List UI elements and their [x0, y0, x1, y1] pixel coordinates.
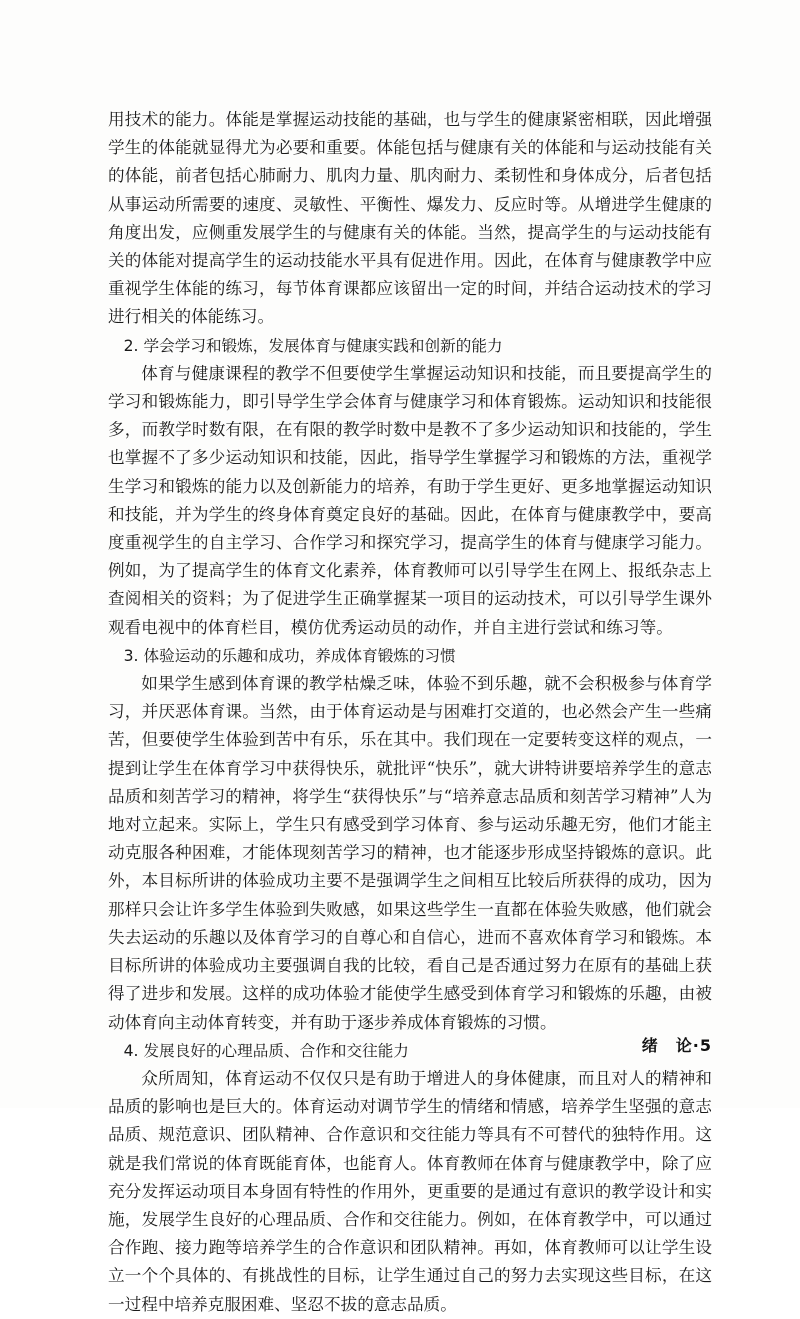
paragraph-4: 众所周知，体育运动不仅仅只是有助于增进人的身体健康，而且对人的精神和品质的影响也是巨大的。体育运动对调节学生的情绪和情感，培养学生坚强的意志品质、规范意识、团队精神、合作意识和交往能力等具有不可替代的独特作用。这就是我们常说的体育既能育体，也能育人。体育教师在体育与健康教学中，除了应充分发挥运动项目本身固有特性的作用外，更重要的是通过有意识的教学设计和实施，发展学生良好的心理品质、合作和交往能力。例如，在体育教学中，可以通过合作跑、接力跑等培养学生的合作意识和团队精神。再如，体育教师可以让学生设立一个个具体的、有挑战性的目标，让学生通过自己的努力去实现这些目标，在这一过程中培养克服困难、坚忍不拔的意志品质。: [108, 1068, 712, 1314]
section-heading-2: 2. 学会学习和锻炼，发展体育与健康实践和创新的能力: [123, 336, 503, 355]
paragraph-1: 用技术的能力。体能是掌握运动技能的基础，也与学生的健康紧密相联，因此增强学生的体能就显得尤为必要和重要。体能包括与健康有关的体能和与运动技能有关的体能，前者包括心肺耐力、肌肉力量、肌肉耐力、柔韧性和身体成分，后者包括从事运动所需要的速度、灵敏性、平衡性、爆发力、反应时等。从增进学生健康的角度出发，应侧重发展学生的与健康有关的体能。当然，提高学生的与运动技能有关的体能对提高学生的运动技能水平具有促进作用。因此，在体育与健康教学中应重视学生体能的练习，每节体育课都应该留出一定的时间，并结合运动技术的学习进行相关的体能练习。: [108, 110, 712, 327]
paragraph-2: 体育与健康课程的教学不但要使学生掌握运动知识和技能，而且要提高学生的学习和锻炼能力，即引导学生学会体育与健康学习和体育锻炼。运动知识和技能很多，而教学时数有限，在有限的教学时数中是教不了多少运动知识和技能的，学生也掌握不了多少运动知识和技能，因此，指导学生掌握学习和锻炼的方法，重视学生学习和锻炼的能力以及创新能力的培养，有助于学生更好、更多地掌握运动知识和技能，并为学生的终身体育奠定良好的基础。因此，在体育与健康教学中，要高度重视学生的自主学习、合作学习和探究学习，提高学生的体育与健康学习能力。例如，为了提高学生的体育文化素养，体育教师可以引导学生在网上、报纸杂志上查阅相关的资料；为了促进学生正确掌握某一项目的运动技术，可以引导学生课外观看电视中的体育栏目，模仿优秀运动员的动作，并自主进行尝试和练习等。: [108, 363, 712, 637]
section-heading-4: 4. 发展良好的心理品质、合作和交往能力: [123, 1041, 409, 1060]
page-footer-label: 绪 论·5: [641, 1036, 712, 1055]
section-heading-3: 3. 体验运动的乐趣和成功，养成体育锻炼的习惯: [123, 646, 456, 665]
body-text: [108, 106, 712, 1319]
paragraph-3: 如果学生感到体育课的教学枯燥乏味，体验不到乐趣，就不会积极参与体育学习，并厌恶体育课。当然，由于体育运动是与困难打交道的，也必然会产生一些痛苦，但要使学生体验到苦中有乐，乐在其中。我们现在一定要转变这样的观点，一提到让学生在体育学习中获得快乐，就批评“快乐”，就大讲特讲要培养学生的意志品质和刻苦学习的精神，将学生“获得快乐”与“培养意志品质和刻苦学习精神”人为地对立起来。实际上，学生只有感受到学习体育、参与运动乐趣无穷，他们才能主动克服各种困难，才能体现刻苦学习的精神，也才能逐步形成坚持锻炼的意识。此外，本目标所讲的体验成功主要不是强调学生之间相互比较后所获得的成功，因为那样只会让许多学生体验到失败感，如果这些学生一直都在体验失败感，他们就会失去运动的乐趣以及体育学习的自尊心和自信心，进而不喜欢体育学习和锻炼。本目标所讲的体验成功主要强调自我的比较，看自己是否通过努力在原有的基础上获得了进步和发展。这样的成功体验才能使学生感受到体育学习和锻炼的乐趣，由被动体育向主动体育转变，并有助于逐步养成体育锻炼的习惯。: [108, 674, 712, 1032]
